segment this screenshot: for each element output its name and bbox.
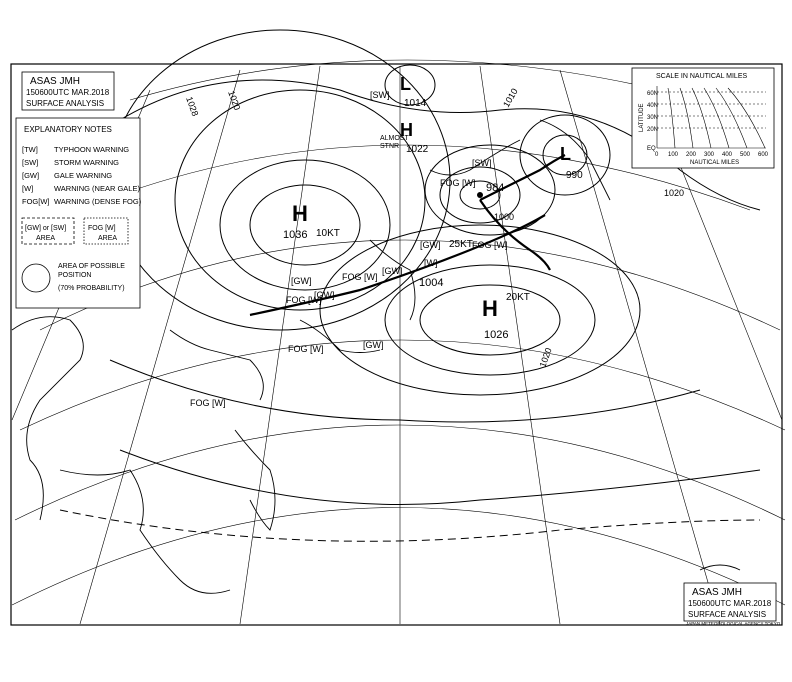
circle-text: (70% PROBABILITY) [58,285,125,292]
scale-lat-label: LATITUDE [639,103,645,132]
scale-x-tick: 200 [686,152,697,158]
low-1014-pressure: 1014 [404,98,427,109]
circle-text: POSITION [58,272,92,279]
warning-label: [SW] [472,158,492,168]
isobar-label: 1020 [537,346,554,369]
title-line1: ASAS JMH [692,587,743,598]
warning-label: FOG [W] [190,398,226,408]
area-left-sub: AREA [36,235,56,242]
note-code: [GW] [22,171,40,180]
warning-label: FOG [W] [286,295,322,305]
scale-x-tick: 500 [740,152,751,158]
low-marker: L [400,74,411,94]
scale-lat-tick: 60N [647,91,659,97]
note-text: GALE WARNING [54,171,113,180]
scale-lat-tick: 20N [647,127,659,133]
notes-title: EXPLANATORY NOTES [24,125,112,134]
high-1036-speed: 10KT [316,228,340,239]
isobar-label: 1010 [501,86,520,109]
scale-x-tick: 0 [655,152,659,158]
area-left-label: [GW] or [SW] [25,225,67,232]
title-line2: 150600UTC MAR.2018 [26,88,110,97]
warning-label: [GW] [291,276,312,286]
isobar-label: 1000 [494,212,515,222]
title-box-bottom [684,583,781,626]
scale-x-label: NAUTICAL MILES [690,160,740,166]
circle-text: AREA OF POSSIBLE [58,263,125,270]
agency-label: JAPAN METEOROLOGICAL AGENCY TOKYO [686,621,781,626]
isobar-label: 1028 [184,95,201,118]
warning-label: FOG [W] [342,272,378,282]
warning-label: [SW] [370,90,390,100]
high-marker: H [482,296,498,321]
scale-title: SCALE IN NAUTICAL MILES [656,73,748,80]
warning-label: [GW] [382,266,403,276]
note-text: TYPHOON WARNING [54,145,130,154]
title-line3: SURFACE ANALYSIS [26,99,105,108]
warning-label: [W] [424,258,438,268]
high-marker: H [292,201,308,226]
low-marker: L [560,144,571,164]
high-1022-pressure: 1022 [406,144,429,155]
low-center-icon [477,192,483,198]
scale-lat-tick: 40N [647,103,659,109]
note-code: FOG[W] [22,197,50,206]
note-text: WARNING (NEAR GALE) [54,184,140,193]
warning-label: [GW] [314,290,335,300]
scale-x-tick: 100 [668,152,679,158]
high-1026-speed: 20KT [506,292,530,303]
scale-lat-tick: 30N [647,115,659,121]
scale-x-tick: 300 [704,152,715,158]
low-984-pressure: 984 [486,182,505,194]
isobar-label: 1020 [664,188,685,198]
almost-label: ALMOST [380,135,409,142]
title-line1: ASAS JMH [30,76,81,87]
scale-x-tick: 400 [722,152,733,158]
note-code: [TW] [22,145,38,154]
warning-label: FOG [W] [288,344,324,354]
title-box-top [22,72,114,110]
low-1004-speed: 25KT [449,239,473,250]
note-code: [W] [22,184,34,193]
scale-lat-tick: EQ [647,146,656,152]
scale-x-tick: 600 [758,152,769,158]
area-right-label: FOG [W] [88,225,116,232]
isobar-label: 1020 [226,89,243,112]
area-right-sub: AREA [98,235,118,242]
note-code: [SW] [22,158,39,167]
high-1036-pressure: 1036 [283,229,308,241]
warning-label: [GW] [420,240,441,250]
scale-box [632,68,774,168]
high-marker: H [400,120,413,140]
high-1026-pressure: 1026 [484,329,509,341]
title-line2: 150600UTC MAR.2018 [688,599,772,608]
stnr-label: STNR [380,143,400,150]
low-990-pressure: 990 [566,170,583,181]
warning-label: FOG [W] [440,178,476,188]
title-line3: SURFACE ANALYSIS [688,610,767,619]
warning-label: FOG [W] [472,240,508,250]
low-1004-pressure: 1004 [419,277,444,289]
note-text: WARNING (DENSE FOG) [54,197,142,206]
note-text: STORM WARNING [54,158,119,167]
explanatory-notes [16,118,142,308]
warning-label: [GW] [363,340,384,350]
